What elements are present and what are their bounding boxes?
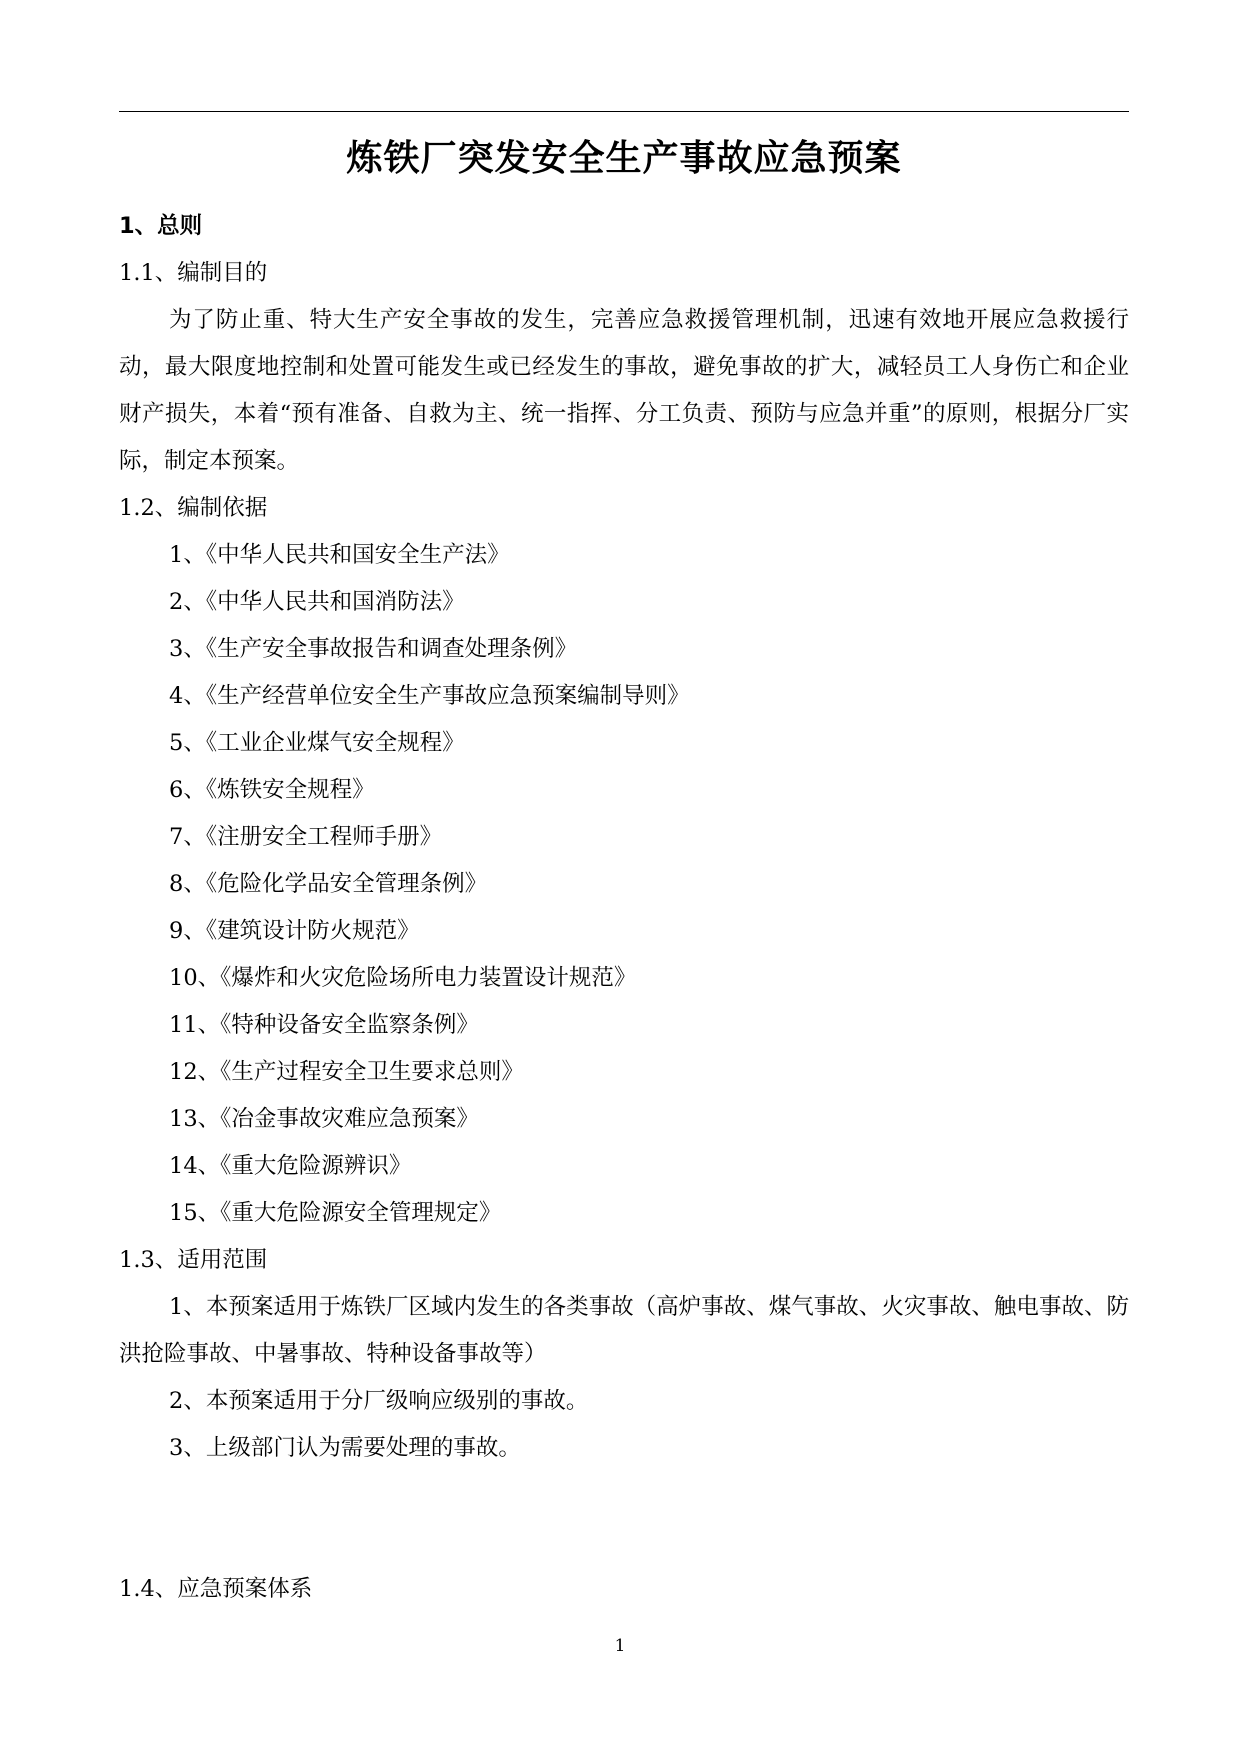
header-rule <box>119 111 1129 112</box>
subsection-heading: 1.2、编制依据 <box>119 495 268 521</box>
list-item: 4、《生产经营单位安全生产事故应急预案编制导则》 <box>169 683 690 709</box>
paragraph: 1、本预案适用于炼铁厂区域内发生的各类事故（高炉事故、煤气事故、火灾事故、触电事故、防洪抢险事故、中暑事故、特种设备事故等） <box>119 1294 1129 1367</box>
list-item: 1、《中华人民共和国安全生产法》 <box>169 542 510 568</box>
subsection-heading: 1.3、适用范围 <box>119 1247 268 1273</box>
list-item: 3、上级部门认为需要处理的事故。 <box>169 1435 521 1461</box>
list-item: 13、《冶金事故灾难应急预案》 <box>169 1106 479 1132</box>
blank-space <box>119 1472 1129 1566</box>
list-item: 12、《生产过程安全卫生要求总则》 <box>169 1059 524 1085</box>
subsection-heading: 1.4、应急预案体系 <box>119 1576 313 1602</box>
list-item: 14、《重大危险源辨识》 <box>169 1153 412 1179</box>
list-item: 10、《爆炸和火灾危险场所电力装置设计规范》 <box>169 965 637 991</box>
document-body <box>119 203 1129 1613</box>
list-item: 11、《特种设备安全监察条例》 <box>169 1012 479 1038</box>
document-title: 炼铁厂突发安全生产事故应急预案 <box>346 138 902 179</box>
list-item: 15、《重大危险源安全管理规定》 <box>169 1200 502 1226</box>
subsection-heading: 1.1、编制目的 <box>119 260 268 286</box>
list-item: 5、《工业企业煤气安全规程》 <box>169 730 465 756</box>
paragraph: 为了防止重、特大生产安全事故的发生，完善应急救援管理机制，迅速有效地开展应急救援行动，最大限度地控制和处置可能发生或已经发生的事故，避免事故的扩大，减轻员工人身伤亡和企业财产损失，本着“预有准备、自救为主、统一指挥、分工负责、预防与应急并重”的原则，根据分厂实际，制定本预案。 <box>119 307 1129 474</box>
list-item: 7、《注册安全工程师手册》 <box>169 824 443 850</box>
list-item: 2、本预案适用于分厂级响应级别的事故。 <box>169 1388 589 1414</box>
list-item: 8、《危险化学品安全管理条例》 <box>169 871 488 897</box>
section-heading: 1、总则 <box>119 213 203 239</box>
list-item: 2、《中华人民共和国消防法》 <box>169 589 465 615</box>
list-item: 9、《建筑设计防火规范》 <box>169 918 420 944</box>
list-item: 3、《生产安全事故报告和调查处理条例》 <box>169 636 578 662</box>
list-item: 6、《炼铁安全规程》 <box>169 777 375 803</box>
page-number: 1 <box>614 1636 626 1656</box>
